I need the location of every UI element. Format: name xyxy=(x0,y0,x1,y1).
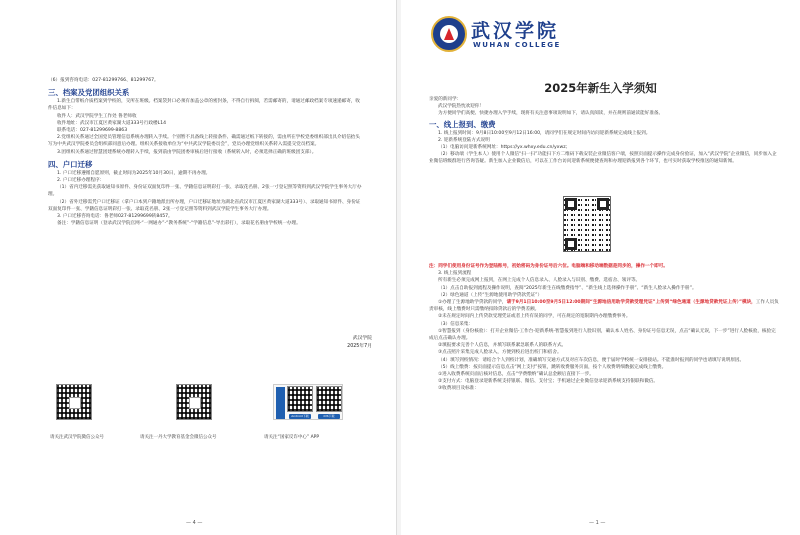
paragraph: 3. 户口迁移咨询电话：鲁老师027-81299699转8457。 xyxy=(57,214,173,220)
left-body xyxy=(48,77,363,227)
paragraph: ②填报要求完善个人信息，并填写联系紧急联系人的联系方式。 xyxy=(438,343,567,349)
page-title: 2025年新生入学须知 xyxy=(544,81,657,95)
greeting: 武汉学院热忱欢迎你！ xyxy=(438,104,484,110)
paragraph: 2. 迎新系统登陆方式说明 xyxy=(438,137,490,143)
paragraph: （1）省内迁移需先获取通知书原件、身份证双面复印件一张、学籍信息证明彩打一张、录取花名册、2张一寸登记照等资料到武汉学院学生事务大厅办理。 xyxy=(48,185,362,198)
paragraph: 3.团组织关系通过智慧团建系统办理转入手续，报到前由学院团委审核后进行接收（系统转入时，必须选择正确的班级团支部）。 xyxy=(57,149,317,155)
section-heading-online: 一、线上报到、缴费 xyxy=(429,119,496,129)
recipient-phone: 联系电话：027-81299699-8863 xyxy=(57,128,128,134)
paragraph: 为方便同学们高便、快捷办理入学手续，现将有关注意事项说明如下，请认真阅读，并在规则前通读能好准备。 xyxy=(438,111,664,117)
qr-caption: 请关注一丹大学教育基金会微信公众号 xyxy=(140,435,217,440)
signature-block xyxy=(347,335,372,351)
right-page xyxy=(401,0,800,535)
section-heading-household: 四、户口迁移 xyxy=(48,159,93,169)
college-logo xyxy=(431,16,591,56)
greeting: 亲爱的新同学： xyxy=(429,97,462,102)
paragraph: ①智慧报到（身份核验）：打开企业微信-工作台-迎新系统-智慧报到进行人脸识别，确认本人姓名、身份证号信息无误，点击“确认无误，下一步”进行人脸核验，核验完成后点击确认办理。 xyxy=(429,328,776,342)
right-body-top xyxy=(429,96,779,166)
ios-download-badge[interactable]: iOS下载 xyxy=(318,414,340,419)
paragraph: ②支付方式：电脑登录迎新系统支持银联、微信、支付宝；手机通过企业微信登录迎新系统支持银联和微信。 xyxy=(438,379,659,385)
logo-chinese-name: 武汉学院 xyxy=(471,20,560,42)
foundation-qr-code[interactable] xyxy=(176,384,212,420)
qr-caption: 请关注“国家反诈中心” APP xyxy=(264,435,320,440)
paragraph: （2）移动端（学生本人）使用个人微信“扫一扫”功能扫下方二维码下载安装企业微信客户端，按照页面提示操作完成身份验证，加入“武汉学院”企业微信，同步加入企业微信班级群进行咨询答疑。新生加入企业微信后，可以在工作台访问迎新系统便捷查询和办理迎新报到各个环节，也可实时获取学校推送的通知新闻。 xyxy=(429,152,777,165)
left-page xyxy=(0,0,397,535)
contact-phone-text: （6）报到咨询电话：027-81299766、81299767。 xyxy=(48,78,159,83)
paragraph: ③收费项目及标准： xyxy=(438,386,479,392)
green-channel-deadline: 请于9月1日10:00至9月5日12:00期间“生源地信用助学贷款受理凭证”上传到“绿色通道（生源地贷款凭证上传）”模块， xyxy=(506,300,756,306)
paragraph: 1. 户口迁移遵循自愿原则，截止时间为2025年10月30日，逾期不再办理。 xyxy=(57,170,211,176)
green-channel-text: ①办理了生源地助学贷款的同学， xyxy=(438,300,507,306)
college-emblem-icon xyxy=(431,16,467,52)
paragraph xyxy=(429,299,779,313)
login-note: 注：同学们使用身份证号作为登陆账号，初始密码为身份证号后六位。电脑端和移动端数据是同步的，操作一个即可。 xyxy=(429,264,668,269)
anti-fraud-app-qr-block xyxy=(273,384,343,420)
wechat-qr-code[interactable] xyxy=(56,384,92,420)
paragraph: ①进入收费系统页面后核对信息，点击“学费缴纳”确认总金额后直接下一步。 xyxy=(438,372,594,378)
paragraph: ②未在规定时间内上传贷款受理凭证或者上传有误的同学，可在规定的宽限期内办理缴费事务。 xyxy=(438,314,631,320)
paragraph: 3. 线上报到流程 xyxy=(438,271,472,277)
qr-caption: 请关注武汉学院微信公众号 xyxy=(50,435,104,440)
paragraph: （1）点击自助报到流程及操作说明，查阅“2025年新生在线缴费指导”、“新生线上选择操作手册”、“新生人脸录入操作手册”。 xyxy=(438,285,697,291)
paragraph: 备注：学籍信息证明（登录武汉学院官网-“一网通办”-“教务系统”-“学籍信息”-导出彩打），录取花名册由学校统一办理。 xyxy=(57,221,301,227)
paragraph: 所有新生必须完成网上报到，在网上完成个人信息录入、人脸录入与识别、缴费、选宿舍、领评等。 xyxy=(438,278,641,284)
logo-english-name: WUHAN COLLEGE xyxy=(473,41,561,49)
app-banner-image xyxy=(276,387,285,419)
paragraph: （2）绿色通道（上传“生源地使用助学贷款凭证”） xyxy=(438,292,543,298)
paragraph: 2. 户口迁移办理程序： xyxy=(57,178,105,184)
paragraph: （5）线上缴费：按页面提示信息点击“网上支付”按钮，跳转收费服务页面，按个人收费明细数据完成线上缴费。 xyxy=(438,364,667,370)
green-channel-text: 工作人员负责审核，线上缴费时只需缴纳扣除贷款后的学费差额。 xyxy=(429,300,779,313)
recipient-name: 收件人：武汉学院学生工作处 鲁老师收 xyxy=(57,113,137,119)
paragraph: 1.新生自带纸介质档案到学校的，交所在班级。档案袋封口必须有加盖公章的密封条，不得自行拆阅，若需邮寄的，请通过邮政档案专项速递邮寄，收件信息如下： xyxy=(48,99,360,112)
page-number: — 4 — xyxy=(186,520,203,526)
paragraph: （4）填写到校情况：请结合个人到校计划，准确填写交通方式及对应车次信息，便于届时学校统一安排接站。不能准时报到的同学也请填写说明原因。 xyxy=(438,357,745,363)
paragraph: 2.党组织关系通过全国党员管理信息系统办理转入手续。个别暂不具备线上转接条件、确需通过纸下转接的，需由所在学校党委组织部出具介绍信抬头写为中共武汉学院委员会组织部同意后办理。组织关系接收单位为“中共武汉学院委员会”，党员办理党组织关系转入需提交党员档案。 xyxy=(48,135,360,148)
qr-code-row xyxy=(48,384,348,444)
right-body-bottom xyxy=(429,263,779,393)
enterprise-wechat-qr-code[interactable] xyxy=(563,196,611,252)
page-number: — 1 — xyxy=(589,520,606,526)
section-heading-archives: 三、档案及党团组织关系 xyxy=(48,88,130,98)
paragraph: （2）省外迁移需凭户口迁移证（拿户口本到户籍地派出所办理，户口迁移证地址为湖北省武汉市江夏区黄家湖大道333号）、录取通知书原件、身份证双面复印件一张、学籍信息证明彩打一张、录取花名册、2张一寸登记照等资料到武汉学院学生事务大厅办理。 xyxy=(48,199,361,212)
signature-org: 武汉学院 xyxy=(352,336,372,341)
paragraph: ③点击照片采集完成人脸录入，方便到校后进出校门和宿舍。 xyxy=(438,350,562,356)
paragraph: 1. 线上报到时间：9月8日10:00至9月12日16:00，请同学们在规定时间内访问迎新系统完成线上报到。 xyxy=(438,130,651,136)
android-download-qr[interactable] xyxy=(287,386,313,412)
recipient-address: 收件地址：武汉市江夏区黄家湖大道333号行政楼L14 xyxy=(57,120,167,126)
paragraph: （3）信息采集： xyxy=(438,321,474,327)
paragraph: （1）电脑访问迎新系统网址：https://yx.whxy.edu.cn/yxwz； xyxy=(438,145,571,151)
ios-download-qr[interactable] xyxy=(316,386,342,412)
signature-date: 2025年7月 xyxy=(347,344,372,349)
android-download-badge[interactable]: Android下载 xyxy=(289,414,311,419)
